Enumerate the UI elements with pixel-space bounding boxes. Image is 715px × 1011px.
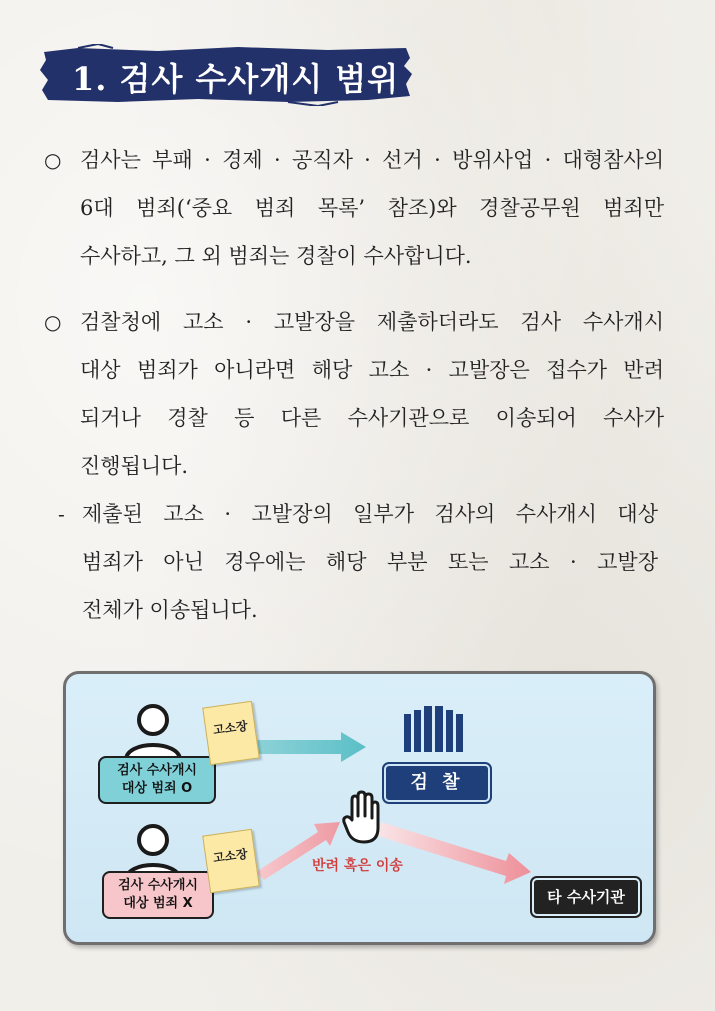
case-ok-line-2: 대상 범죄 O [121, 781, 193, 796]
title-banner [38, 44, 414, 106]
case-not-line-2: 대상 범죄 X [123, 896, 193, 911]
paragraph-2 [44, 298, 664, 490]
note-label: 고소장 [212, 846, 249, 866]
text-line: 6대 범죄(‘중요 범죄 목록’ 참조)와 경찰공무원 범죄만 [80, 196, 664, 220]
reject-or-transfer-text: 반려 혹은 이송 [312, 858, 403, 874]
dash-bullet: - [58, 502, 65, 526]
text-line: 되거나 경찰 등 다른 수사기관으로 이송되어 수사가 [80, 406, 664, 430]
circle-bullet: ○ [44, 148, 62, 172]
note-label: 고소장 [212, 718, 249, 738]
text-line: 진행됩니다. [80, 454, 189, 478]
arrow-to-prosecution [251, 732, 366, 762]
complaint-note [202, 701, 260, 765]
case-not-line-1: 검사 수사개시 [118, 878, 198, 893]
page-title: 1. 검사 수사개시 범위 [72, 60, 400, 98]
text-line: 검사는 부패 · 경제 · 공직자 · 선거 · 방위사업 · 대형참사의 [80, 148, 664, 172]
text-line: 제출된 고소 · 고발장의 일부가 검사의 수사개시 대상 [82, 502, 658, 526]
text-line: 수사하고, 그 외 범죄는 경찰이 수사합니다. [80, 244, 472, 268]
paragraph-1 [44, 136, 664, 280]
text-line: 대상 범죄가 아니라면 해당 고소 · 고발장은 접수가 반려 [80, 358, 664, 382]
text-line: 범죄가 아닌 경우에는 해당 부분 또는 고소 · 고발장 [82, 550, 658, 574]
process-diagram [63, 671, 656, 945]
case-ok-label [98, 756, 216, 804]
case-ok-line-1: 검사 수사개시 [117, 763, 197, 778]
text-line: 검찰청에 고소 · 고발장을 제출하더라도 검사 수사개시 [80, 310, 664, 334]
complaint-note [202, 829, 260, 893]
stop-hand-icon [342, 790, 382, 846]
prosecution-building-icon [402, 704, 466, 754]
circle-bullet: ○ [44, 310, 62, 334]
paragraph-3 [58, 490, 658, 634]
case-not-label [102, 871, 214, 919]
text-line: 전체가 이송됩니다. [82, 598, 258, 622]
other-agency-box: 타 수사기관 [532, 878, 640, 916]
prosecution-box: 검 찰 [384, 764, 490, 802]
